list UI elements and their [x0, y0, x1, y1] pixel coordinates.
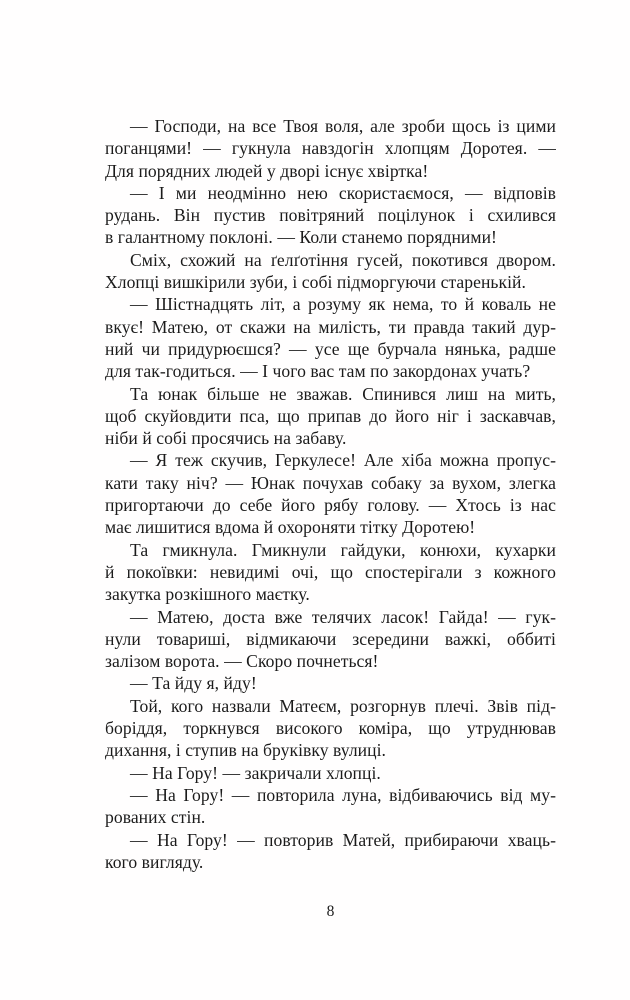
text-line: дихання, і ступив на бруківку вулиці.	[105, 740, 386, 761]
text-line: вкує! Матею, от скажи на милість, ти правда такий дур-	[105, 316, 556, 337]
text-line: закутка розкішного маєтку.	[105, 584, 310, 605]
text-line: поганцями! — гукнула навздогін хлопцям Доротея. —	[105, 138, 556, 159]
text-line: — Господи, на все Твоя воля, але зроби щось із цими	[130, 116, 556, 136]
text-line: в галантному поклоні. — Коли станемо порядними!	[105, 227, 497, 248]
text-line: Та гмикнула. Гмикнули гайдуки, конюхи, кухарки	[130, 539, 556, 560]
text-line: Для порядних людей у дворі існує хвіртка!	[105, 160, 429, 181]
text-line: Хлопці вишкірили зуби, і собі підморгуючи старенькій.	[105, 272, 526, 293]
text-line: й покоївки: невидимі очі, що спостерігали з кожного	[105, 561, 556, 582]
text-line: боріддя, торкнувся високого коміра, що утруднював	[105, 718, 556, 739]
text-line: — На Гору! — повторила луна, відбиваючись від му-	[130, 784, 556, 805]
text-line: має лишитися вдома й охороняти тітку Доротею!	[105, 517, 476, 538]
text-line: Сміх, схожий на ґелґотіння гусей, покотився двором.	[130, 249, 556, 270]
text-line: нули товариші, відмикаючи зсередини важкі, оббиті	[105, 628, 556, 649]
text-line: рудань. Він пустив повітряний поцілунок і схилився	[105, 205, 556, 226]
text-line: Той, кого назвали Матеєм, розгорнув плечі. Звів під-	[130, 695, 556, 716]
text-line: — Шістнадцять літ, а розуму як нема, то й коваль не	[130, 294, 556, 315]
text-line: кого вигляду.	[105, 851, 204, 872]
text-line: — На Гору! — закричали хлопці.	[130, 762, 381, 783]
text-line: кати таку ніч? — Юнак почухав собаку за вухом, злегка	[105, 472, 556, 493]
text-line: — Матею, доста вже телячих ласок! Гайда! — гук-	[130, 606, 556, 627]
text-line: Та юнак більше не зважав. Спинився лиш на мить,	[130, 383, 556, 404]
text-line: пригортаючи до себе його рябу голову. — Хтось із нас	[105, 495, 556, 516]
text-block	[105, 115, 556, 873]
text-line: — На Гору! — повторив Матей, прибираючи хваць-	[130, 829, 556, 850]
text-line: ний чи придурюєшся? — усе ще бурчала нянька, радше	[105, 338, 556, 359]
text-line: для так-годиться. — І чого вас там по закордонах учать?	[105, 361, 531, 382]
text-line: залізом ворота. — Скоро почнеться!	[105, 651, 379, 672]
text-line: рованих стін.	[105, 807, 206, 828]
text-line: щоб скуйовдити пса, що припав до його ніг і заскавчав,	[105, 405, 556, 426]
text-line: — Та йду я, йду!	[130, 673, 257, 694]
text-line: ніби й собі просячись на забаву.	[105, 428, 347, 449]
page-number: 8	[326, 903, 335, 920]
text-line: — Я теж скучив, Геркулесе! Але хіба можна пропус-	[130, 450, 556, 471]
text-line: — І ми неодмінно нею скористаємося, — відповів	[130, 182, 556, 203]
